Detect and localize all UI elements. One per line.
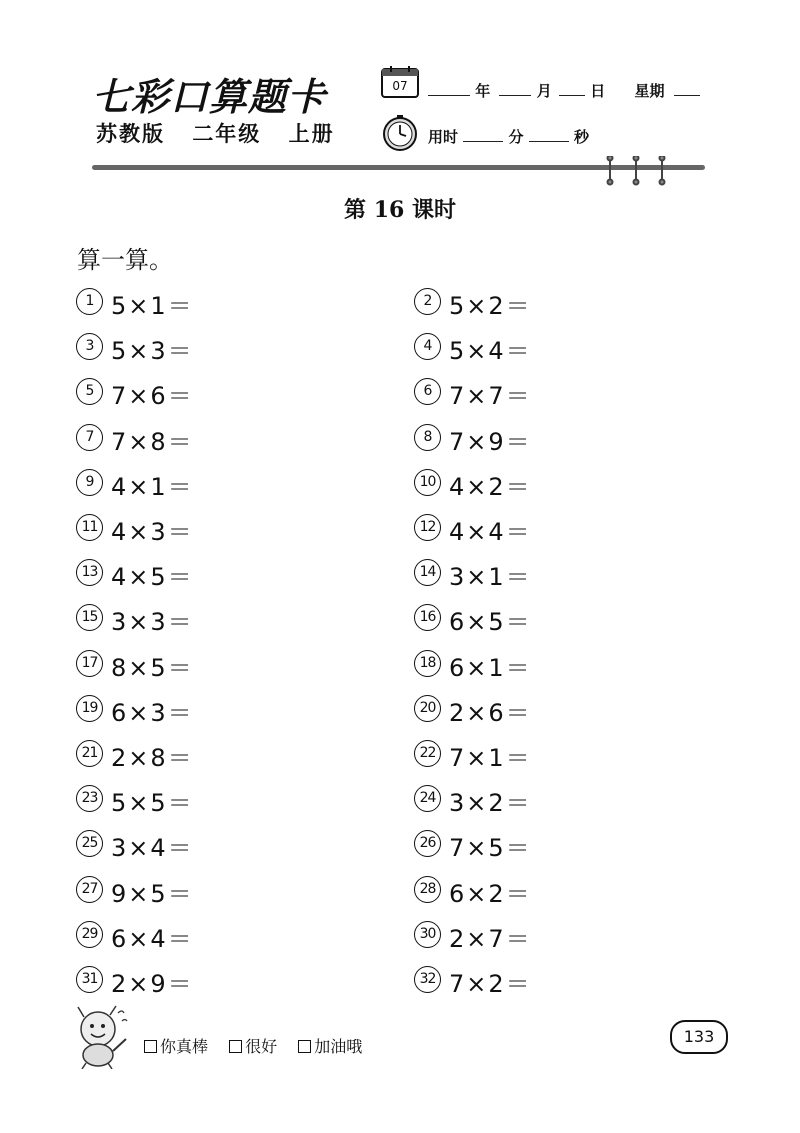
problem-expression: 7×5＝ bbox=[449, 834, 532, 863]
brand-logo: 七彩口算题卡 bbox=[92, 74, 327, 119]
problem-number: 7 bbox=[76, 424, 103, 451]
book-subtitle bbox=[96, 118, 353, 148]
date-fields bbox=[428, 80, 700, 101]
problem-number: 4 bbox=[414, 333, 441, 360]
problem-expression: 5×4＝ bbox=[449, 337, 532, 366]
praise-option-great[interactable]: 你真棒 bbox=[144, 1037, 208, 1056]
minute-label: 分 bbox=[508, 128, 524, 146]
volume-label: 上册 bbox=[288, 122, 335, 146]
grade-label: 二年级 bbox=[192, 122, 262, 146]
year-label: 年 bbox=[475, 82, 491, 100]
problem-item bbox=[76, 738, 194, 773]
problem-number: 16 bbox=[414, 604, 441, 631]
problem-item bbox=[76, 783, 194, 818]
problem-number: 10 bbox=[414, 469, 441, 496]
problem-item bbox=[414, 331, 532, 366]
self-evaluation bbox=[144, 1034, 378, 1057]
problem-expression: 4×3＝ bbox=[111, 518, 194, 546]
problem-number: 30 bbox=[414, 921, 441, 948]
problem-expression: 3×3＝ bbox=[111, 608, 194, 637]
problem-expression: 2×9＝ bbox=[111, 970, 194, 998]
problem-number: 12 bbox=[414, 514, 441, 541]
instruction: 算一算。 bbox=[77, 246, 173, 274]
problem-expression: 4×4＝ bbox=[449, 518, 532, 546]
problem-number: 8 bbox=[414, 424, 441, 451]
problem-number: 9 bbox=[76, 469, 103, 496]
problem-number: 31 bbox=[76, 966, 103, 993]
problem-item bbox=[414, 467, 532, 502]
second-label: 秒 bbox=[573, 128, 589, 146]
month-label: 月 bbox=[536, 82, 552, 100]
problem-expression: 7×2＝ bbox=[449, 970, 532, 998]
problem-expression: 7×1＝ bbox=[449, 744, 532, 772]
problem-expression: 7×9＝ bbox=[449, 427, 532, 456]
problem-expression: 6×4＝ bbox=[111, 924, 194, 953]
problem-expression: 7×7＝ bbox=[449, 382, 532, 411]
problem-expression: 3×4＝ bbox=[111, 834, 194, 863]
problem-item bbox=[76, 828, 194, 863]
time-used-label: 用时 bbox=[428, 128, 459, 146]
problem-number: 15 bbox=[76, 604, 103, 631]
checkbox-icon[interactable] bbox=[229, 1040, 242, 1053]
problem-number: 3 bbox=[76, 333, 103, 360]
problem-number: 19 bbox=[76, 695, 103, 722]
calendar-icon bbox=[381, 66, 419, 98]
problem-expression: 6×3＝ bbox=[111, 698, 194, 727]
problem-expression: 5×1＝ bbox=[111, 292, 194, 320]
problem-item bbox=[414, 602, 532, 637]
day-label: 日 bbox=[590, 82, 606, 100]
problem-expression: 2×8＝ bbox=[111, 744, 194, 772]
problem-item bbox=[414, 919, 532, 954]
problem-expression: 7×6＝ bbox=[111, 382, 194, 411]
praise-option-keep-going[interactable]: 加油哦 bbox=[298, 1037, 362, 1056]
problem-item bbox=[76, 331, 194, 366]
page-number: 133 bbox=[670, 1020, 728, 1054]
problem-number: 5 bbox=[76, 378, 103, 405]
problem-item bbox=[76, 648, 194, 683]
problem-item bbox=[414, 376, 532, 411]
time-fields bbox=[428, 126, 589, 147]
praise-option-good[interactable]: 很好 bbox=[229, 1037, 277, 1056]
mascot-icon bbox=[70, 1003, 132, 1069]
checkbox-icon[interactable] bbox=[144, 1040, 157, 1053]
problem-number: 21 bbox=[76, 740, 103, 767]
problem-item bbox=[76, 512, 194, 547]
problem-item bbox=[76, 286, 194, 321]
problem-number: 28 bbox=[414, 876, 441, 903]
problem-expression: 4×1＝ bbox=[111, 472, 194, 501]
problem-item bbox=[414, 964, 532, 999]
problem-expression: 6×1＝ bbox=[449, 653, 532, 682]
problem-number: 27 bbox=[76, 876, 103, 903]
problem-number: 25 bbox=[76, 830, 103, 857]
problem-number: 2 bbox=[414, 288, 441, 315]
problem-number: 17 bbox=[76, 650, 103, 677]
stopwatch-icon bbox=[381, 114, 419, 152]
problem-expression: 4×5＝ bbox=[111, 563, 194, 592]
problem-expression: 5×3＝ bbox=[111, 337, 194, 366]
problem-item bbox=[414, 512, 532, 547]
problem-number: 23 bbox=[76, 785, 103, 812]
problem-item bbox=[414, 783, 532, 818]
problem-item bbox=[414, 828, 532, 863]
problem-expression: 2×6＝ bbox=[449, 698, 532, 727]
calendar-day: 07 bbox=[392, 79, 408, 93]
problem-number: 29 bbox=[76, 921, 103, 948]
problem-number: 11 bbox=[76, 514, 103, 541]
problem-item bbox=[76, 467, 194, 502]
problem-number: 32 bbox=[414, 966, 441, 993]
problem-number: 18 bbox=[414, 650, 441, 677]
problem-number: 24 bbox=[414, 785, 441, 812]
problem-number: 13 bbox=[76, 559, 103, 586]
problem-item bbox=[414, 557, 532, 592]
problem-expression: 5×2＝ bbox=[449, 292, 532, 320]
problem-item bbox=[76, 693, 194, 728]
problem-item bbox=[414, 738, 532, 773]
problem-expression: 4×2＝ bbox=[449, 472, 532, 501]
problem-item bbox=[76, 602, 194, 637]
problem-expression: 3×1＝ bbox=[449, 563, 532, 592]
problem-item bbox=[76, 376, 194, 411]
problem-item bbox=[414, 422, 532, 457]
problem-item bbox=[414, 874, 532, 909]
problem-number: 6 bbox=[414, 378, 441, 405]
problem-item bbox=[414, 286, 532, 321]
problem-number: 14 bbox=[414, 559, 441, 586]
problem-item bbox=[414, 648, 532, 683]
problem-expression: 8×5＝ bbox=[111, 653, 194, 682]
problem-number: 1 bbox=[76, 288, 103, 315]
problem-item bbox=[76, 964, 194, 999]
problem-item bbox=[76, 919, 194, 954]
weekday-label: 星期 bbox=[634, 82, 665, 100]
problem-item bbox=[76, 874, 194, 909]
problem-item bbox=[76, 422, 194, 457]
problem-expression: 7×8＝ bbox=[111, 427, 194, 456]
binder-rings-icon bbox=[600, 156, 670, 186]
problem-number: 22 bbox=[414, 740, 441, 767]
problem-expression: 5×5＝ bbox=[111, 789, 194, 818]
problem-number: 20 bbox=[414, 695, 441, 722]
lesson-title: 第 16 课时 bbox=[344, 197, 456, 223]
problem-expression: 2×7＝ bbox=[449, 924, 532, 953]
problem-expression: 6×2＝ bbox=[449, 879, 532, 908]
problem-expression: 3×2＝ bbox=[449, 789, 532, 818]
problem-expression: 6×5＝ bbox=[449, 608, 532, 637]
checkbox-icon[interactable] bbox=[298, 1040, 311, 1053]
problem-item bbox=[76, 557, 194, 592]
edition-label: 苏教版 bbox=[96, 122, 165, 146]
problem-number: 26 bbox=[414, 830, 441, 857]
problem-expression: 9×5＝ bbox=[111, 879, 194, 908]
problem-item bbox=[414, 693, 532, 728]
